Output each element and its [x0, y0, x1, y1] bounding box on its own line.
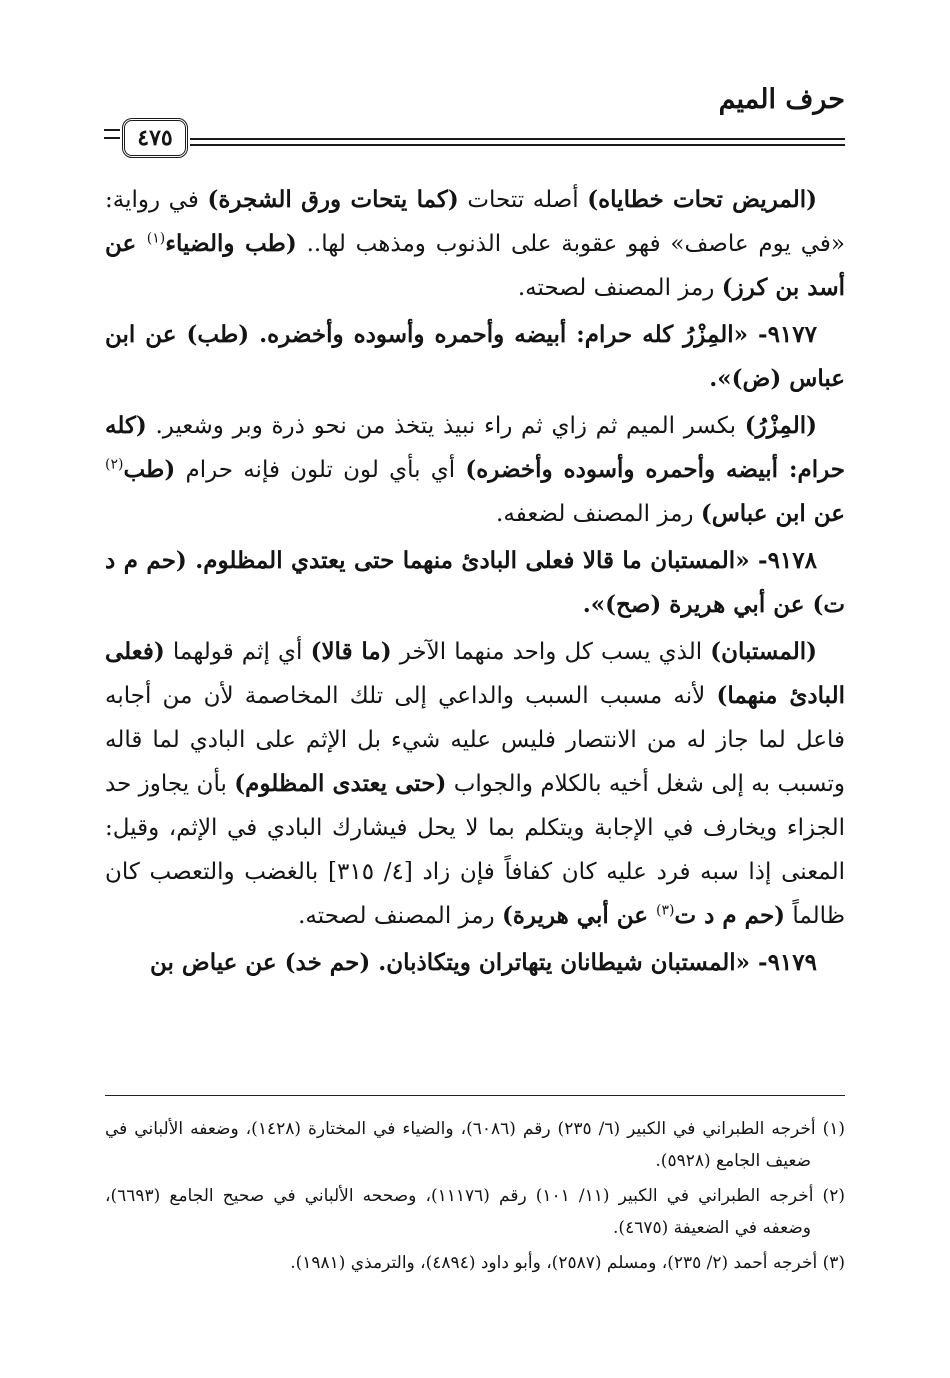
text-segment: رمز المصنف لضعفه.	[496, 501, 701, 527]
bold-segment: (حم م د ت	[674, 902, 786, 929]
footnote: (٢) أخرجه الطبراني في الكبير (١١/ ١٠١) رقم (١١١٧٦)، وصححه الألباني في صحيح الجامع (٦٦٩٣)، وضعفه في الضعيفة (٤٦٧٥).	[105, 1186, 845, 1238]
header-double-rule	[190, 138, 845, 146]
page-number-tick	[104, 129, 120, 139]
bold-segment: (المريض تحات خطاياه)	[587, 186, 817, 213]
text-segment: أصله تتحات	[458, 187, 588, 213]
footnote-separator	[105, 1095, 845, 1096]
footnotes	[105, 1113, 845, 1282]
text-segment: ٩١٧٩- «المستبان شيطانان يتهاتران ويتكاذبان. (حم خد) عن عياض بن	[149, 949, 817, 976]
bold-segment: (كله حرام: أبيضه وأحمره وأسوده وأخضره)	[105, 412, 845, 483]
bold-segment: (حتى يعتدى المظلوم)	[234, 770, 447, 797]
body-text	[105, 178, 845, 988]
text-segment: رمز المصنف لصحته.	[298, 903, 502, 929]
bold-segment: (طب	[123, 456, 176, 483]
text-segment: لأنه مسبب السبب والداعي إلى تلك المخاصمة لأن من أجابه فاعل لما جاز له من الانتصار فليس عليه شيء بل الإثم على البادي لما قاله وتسبب به إلى شغل أخيه بالكلام والجواب	[105, 683, 845, 797]
text-segment: أي إثم قولهما	[164, 639, 311, 665]
text-segment: ٩١٧٨- «المستبان ما قالا فعلى البادئ منهما حتى يعتدي المظلوم. (حم م د ت) عن أبي هريرة (صح)».	[105, 547, 845, 618]
commentary-paragraph	[105, 404, 845, 536]
bold-segment: عن أسد بن كرز)	[105, 230, 845, 301]
hadith-paragraph	[105, 313, 845, 401]
text-segment: في رواية: «في يوم عاصف» فهو عقوبة على الذنوب ومذهب لها..	[105, 187, 845, 257]
text-segment: بأن يجاوز حد الجزاء ويخارف في الإجابة ويتكلم بما لا يحل فيشارك البادي في الإثم، وقيل: المعنى إذا سبه فرد عليه كان كفافاً فإن زاد [٤/ ٣١٥] بالغضب والتعصب كان ظالماً	[105, 771, 846, 929]
bold-segment: (المستبان)	[710, 638, 817, 665]
footnote: (٣) أخرجه أحمد (٢/ ٢٣٥)، ومسلم (٢٥٨٧)، وأبو داود (٤٨٩٤)، والترمذي (١٩٨١).	[290, 1253, 845, 1273]
footnote: (١) أخرجه الطبراني في الكبير (٦/ ٢٣٥) رقم (٦٠٨٦)، والضياء في المختارة (١٤٢٨)، وضعفه الألباني في ضعيف الجامع (٥٩٢٨).	[105, 1119, 846, 1171]
bold-segment: (فعلى البادئ منهما)	[105, 638, 845, 709]
commentary-paragraph	[105, 630, 845, 938]
bold-segment: عن أبي هريرة)	[501, 902, 657, 929]
footnote-marker: (٣)	[656, 902, 675, 919]
hadith-paragraph	[105, 941, 845, 985]
running-header-title: حرف الميم	[718, 84, 845, 115]
text-segment: الذي يسب كل واحد منهما الآخر	[391, 639, 711, 665]
text-segment: بكسر الميم ثم زاي ثم راء نبيذ يتخذ من نحو ذرة وبر وشعير.	[146, 413, 745, 439]
text-segment: ٩١٧٧- «المِزْرُ كله حرام: أبيضه وأحمره وأسوده وأخضره. (طب) عن ابن عباس (ض)».	[105, 321, 845, 392]
bold-segment: (طب والضياء	[165, 230, 297, 257]
text-segment: أي بأي لون تلون فإنه حرام	[175, 457, 466, 483]
footnote-marker: (١)	[146, 230, 166, 247]
commentary-paragraph	[105, 178, 845, 310]
text-segment: رمز المصنف لصحته.	[517, 275, 722, 301]
bold-segment: (المِزْرُ)	[744, 412, 817, 439]
bold-segment: عن ابن عباس)	[700, 500, 845, 527]
bold-segment: (كما يتحات ورق الشجرة)	[207, 186, 459, 213]
page-number: ٤٧٥	[122, 118, 188, 158]
bold-segment: (ما قالا)	[310, 638, 392, 665]
hadith-paragraph	[105, 539, 845, 627]
footnote-marker: (٢)	[105, 456, 124, 473]
